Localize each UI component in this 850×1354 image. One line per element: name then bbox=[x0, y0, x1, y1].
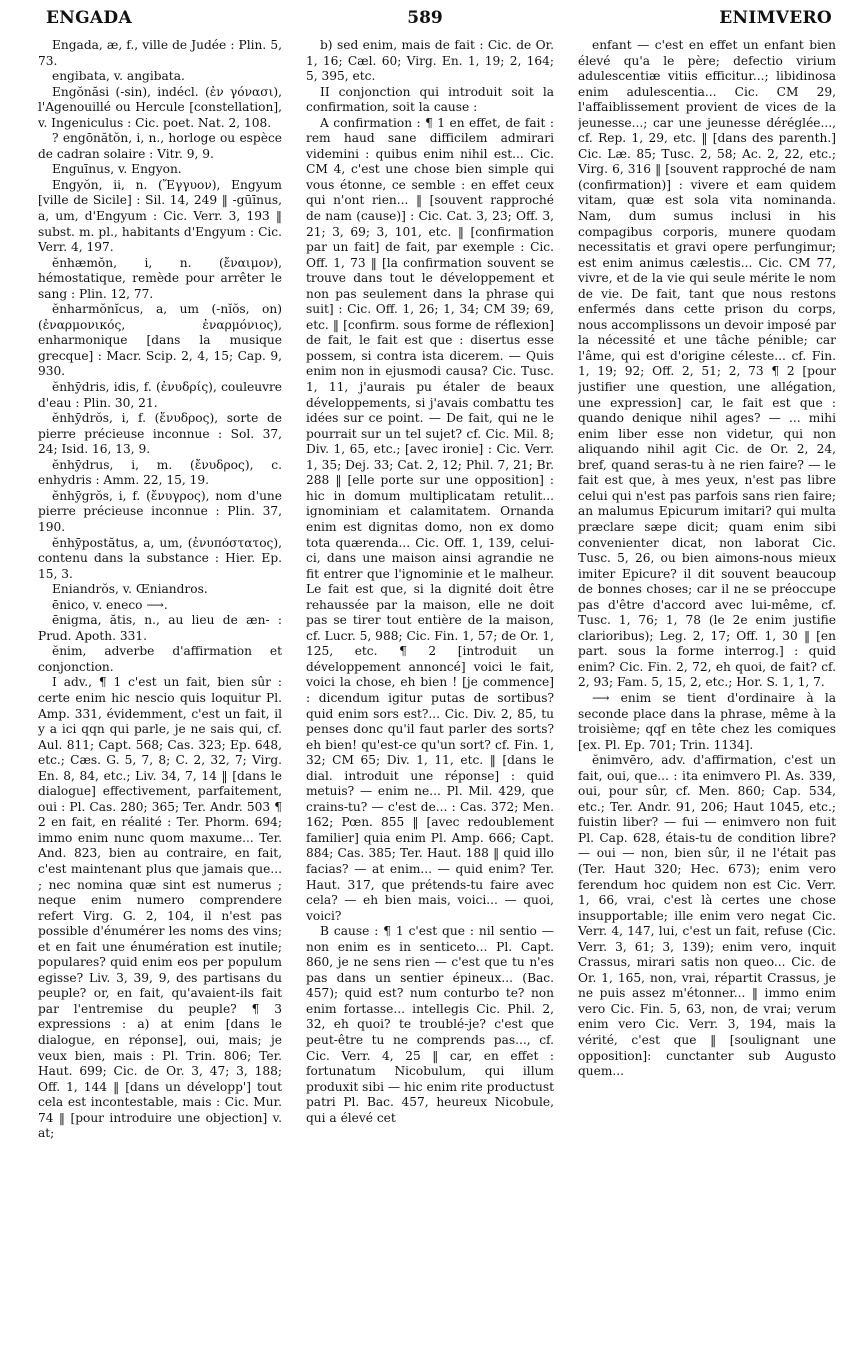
dictionary-entry: ⟶ enim se tient d'ordinaire à la seconde place dans la phrase, même à la troisième; qqf en tête chez les comiques [ex. Pl. Ep. 701; Trin. 1134]. bbox=[578, 690, 836, 752]
dictionary-entry: Engŏnăsi (-sin), indécl. (ἐν γόνασι), l'Agenouillé ou Hercule [constellation], v. Ingeniculus : Cic. poet. Nat. 2, 108. bbox=[38, 84, 282, 130]
dictionary-entry: Eniandrŏs, v. Œniandros. bbox=[52, 582, 208, 597]
dictionary-entry: Engada, æ, f., ville de Judée : Plin. 5, 73. bbox=[38, 38, 282, 68]
dictionary-entry: ĕnhȳgrŏs, i, f. (ἔνυγρος), nom d'une pierre précieuse inconnue : Plin. 37, 190. bbox=[38, 488, 282, 534]
dictionary-entry: enfant — c'est en effet un enfant bien élevé qu'a le père; defectio virium adulescentiæ vitiis efficitur...; libidinosa enim adulescentia... Cic. CM 29, l'affaiblissement provient de vices de la jeunesse...; car une jeunesse déréglée..., cf. Rep. 1, 29, etc. ‖ [dans des parenth.] Cic. Læ. 85; Tusc. 2, 58; Ac. 2, 22, etc.; Virg. 6, 316 ‖ [souvent rapproché de nam (confirmation)] : vivere et eam quidem vitam, quæ est sola vita nominanda. Nam, dum sumus inclusi in his compagibus corporis, munere quodam necessitatis et gravi opere perfungimur; est enim animus cælestis... Cic. CM 77, vivre, et de la vie qui seule mérite le nom de vie. De fait, tant que nous restons enfermés dans cette prison du corps, nous accomplissons un devoir imposé par la nécessité et une tâche pénible; car l'âme, qui est d'origine céleste... cf. Fin. 1, 19; 92; Off. 2, 51; 2, 73 ¶ 2 [pour justifier une question, une allégation, une expression] car, le fait est que : quando denique nihil ages? — ... mihi enim liber esse non videtur, qui non aliquando nihil agit Cic. de Or. 2, 24, bref, quand seras-tu à ne rien faire? — le fait est que, à mes yeux, n'est pas libre celui qui n'est pas parfois sans rien faire; an malumus Epicurum imitari? qui multa præclare sæpe dicit; quam enim sibi convenienter dicat, non laborat Cic. Tusc. 5, 26, ou bien aimons-nous mieux imiter Epicure? il dit souvent beaucoup de bonnes choses; car il ne se préoccupe pas d'être d'accord avec lui-même, cf. Tusc. 1, 76; 1, 78 (le 2e enim justifie clarioribus); Leg. 2, 17; Off. 1, 30 ‖ [en part. sous la forme interrog.] : quid enim? Cic. Fin. 2, 72, eh quoi, de fait? cf. 2, 93; Fam. 5, 15, 2, etc.; Hor. S. 1, 1, 7. bbox=[578, 38, 836, 690]
dictionary-entry: ĕnhȳdrus, i, m. (ἔνυδρος), c. enhydris : Amm. 22, 15, 19. bbox=[38, 457, 282, 488]
dictionary-entry: ēnico, v. eneco ⟶. bbox=[52, 597, 168, 612]
page-number: 589 bbox=[407, 8, 443, 28]
running-head-right: ENIMVERO bbox=[719, 8, 832, 28]
dictionary-entry: b) sed enim, mais de fait : Cic. de Or. 1, 16; Cæl. 60; Virg. En. 1, 19; 2, 164; 5, 395, etc. bbox=[306, 38, 554, 84]
page-header bbox=[0, 8, 850, 34]
dictionary-entry: ĕnhȳdris, idis, f. (ἐνυδρίς), couleuvre d'eau : Plin. 30, 21. bbox=[38, 380, 282, 410]
running-head-left: ENGADA bbox=[46, 8, 132, 28]
dictionary-entry: ĕnharmŏnĭcus, a, um (-nĭŏs, on) (ἐναρμονικός, ἐναρμόνιος), enharmonique [dans la musique grecque] : Macr. Scip. 2, 4, 15; Cap. 9, 930. bbox=[38, 302, 282, 379]
dictionary-entry: A confirmation : ¶ 1 en effet, de fait : rem haud sane difficilem admirari videmini : quibus enim nihil est... Cic. CM 4, c'est une chose bien simple qui vous étonne, ce semble : en effet ceux qui n'ont rien... ‖ [souvent rapproché de nam (cause)] : Cic. Cat. 3, 23; Off. 3, 21; 3, 69; 3, 101, etc. ‖ [confirmation par un fait] de fait, par exemple : Cic. Off. 1, 73 ‖ [la confirmation souvent se trouve dans tout le développement et non pas seulement dans la phrase qui suit] : Cic. Off. 1, 26; 1, 34; CM 39; 69, etc. ‖ [confirm. sous forme de réflexion] de fait, le fait est que : disertus esse possem, si contra ista dicerem. — Quis enim non in ejusmodi causa? Cic. Tusc. 1, 11, j'aurais pu étaler de beaux développements, si j'avais combattu tes idées sur ce point. — De fait, qui ne le pourrait sur un tel sujet? cf. Cic. Mil. 8; Div. 1, 65, etc.; [avec ironie] : Cic. Verr. 1, 35; Dej. 33; Cat. 2, 12; Phil. 7, 21; Br. 288 ‖ [elle porte sur une opposition] : hic in domum multiplicatam retulit... ignominiam et calamitatem. Ornanda enim est dignitas domo, non ex domo tota quærenda... Cic. Off. 1, 139, celui-ci, dans une maison ainsi agrandie ne fit entrer que l'ignominie et le malheur. Le fait est que, si la dignité doit être rehaussée par la maison, elle ne doit pas se tirer tout entière de la maison, cf. Lucr. 5, 988; Cic. Fin. 1, 57; de Or. 1, 125, etc. ¶ 2 [introduit un développement annoncé] voici le fait, voici la chose, eh bien ! [je commence] : dicendum igitur putas de sortibus? quid enim sors est?... Cic. Div. 2, 85, tu penses donc qu'il faut parler des sorts? eh bien! qu'est-ce qu'un sort? cf. Fin. 1, 32; CM 65; Div. 1, 11, etc. ‖ [dans le dial. introduit une réponse] : quid metuis? — enim ne... Pl. Mil. 429, que crains-tu? — c'est de... : Cas. 372; Men. 162; Pœn. 855 ‖ [avec redoublement familier] quia enim Pl. Amp. 666; Capt. 884; Cas. 385; Ter. Haut. 188 ‖ quid illo facias? — at enim... — quid enim? Ter. Haut. 317, que prétends-tu faire avec cela? — eh bien mais, voici... — quoi, voici? bbox=[306, 115, 554, 923]
column-3 bbox=[578, 38, 836, 1346]
dictionary-entry: engibata, v. angibata. bbox=[52, 69, 185, 84]
dictionary-entry: ? engōnătŏn, i, n., horloge ou espèce de cadran solaire : Vitr. 9, 9. bbox=[38, 131, 282, 161]
dictionary-entry: II conjonction qui introduit soit la confirmation, soit la cause : bbox=[306, 84, 554, 115]
column-1 bbox=[38, 38, 282, 1346]
dictionary-entry: ĕnimvēro, adv. d'affirmation, c'est un fait, oui, que... : ita enimvero Pl. As. 339, oui, pour sûr, cf. Men. 860; Cap. 534, etc.; Ter. Andr. 91, 206; Haut 1045, etc.; fuistin liber? — fui — enimvero non fuit Pl. Cap. 628, étais-tu de condition libre? — oui — non, bien sûr, il ne l'était pas (Ter. Haut 320; Hec. 673); enim vero ferendum hoc quidem non est Cic. Verr. 1, 66, vrai, c'est là certes une chose insupportable; ille enim vero negat Cic. Verr. 4, 147, lui, c'est un fait, refuse (Cic. Verr. 3, 61; 3, 139); enim vero, inquit Crassus, mirari satis non queo... Cic. de Or. 1, 165, non, vrai, répartit Crassus, je ne puis assez m'étonner... ‖ immo enim vero Cic. Fin. 5, 63, non, de vrai; verum enim vero Cic. Verr. 3, 194, mais la vérité, c'est que ‖ [soulignant une opposition]: cunctanter sub Augusto quem... bbox=[578, 753, 836, 1079]
dictionary-entry: ĕnim, adverbe d'affirmation et conjonction. bbox=[38, 644, 282, 674]
column-2 bbox=[306, 38, 554, 1346]
dictionary-entry: B cause : ¶ 1 c'est que : nil sentio — non enim es in senticeto... Pl. Capt. 860, je ne sens rien — c'est que tu n'es pas dans un sentier épineux... (Bac. 457); quid est? num conturbo te? non enim fortasse... intellegis Cic. Phil. 2, 32, eh quoi? te troublé-je? c'est que peut-être tu ne comprends pas..., cf. Cic. Verr. 4, 25 ‖ car, en effet : fortunatum Nicobulum, qui illum produxit sibi — hic enim rite productust patri Pl. Bac. 457, heureux Nicobule, qui a élevé cet bbox=[306, 924, 554, 1125]
dictionary-entry: Enguīnus, v. Engyon. bbox=[52, 162, 182, 177]
dictionary-entry: ĕnhȳpostătus, a, um, (ἐνυπόστατος), contenu dans la substance : Hier. Ep. 15, 3. bbox=[38, 535, 282, 581]
dictionary-entry: ĕnhȳdrŏs, i, f. (ἔνυδρος), sorte de pierre précieuse inconnue : Sol. 37, 24; Isid. 16, 13, 9. bbox=[38, 411, 282, 457]
dictionary-entry: ēnigma, ătis, n., au lieu de æn- : Prud. Apoth. 331. bbox=[38, 613, 282, 643]
dictionary-entry: I adv., ¶ 1 c'est un fait, bien sûr : certe enim hic nescio quis loquitur Pl. Amp. 331, évidemment, c'est un fait, il y a ici qqn qui parle, je ne sais qui, cf. Aul. 811; Capt. 568; Cas. 323; Ep. 648, etc.; Cæs. G. 5, 7, 8; C. 2, 32, 7; Virg. En. 8, 84, etc.; Liv. 34, 7, 14 ‖ [dans le dialogue] effectivement, parfaitement, oui : Pl. Cas. 280; 365; Ter. Andr. 503 ¶ 2 en fait, en réalité : Ter. Phorm. 694; immo enim nunc quom maxume... Ter. And. 823, bien au contraire, en fait, c'est maintenant plus que jamais que... ; nec nomina quæ sint est numerus ; neque enim numero comprendere refert Virg. G. 2, 104, il n'est pas possible d'énumérer les noms des vins; et en fait une énumération est inutile; populares? quid enim eos per populum egisse? Liv. 3, 39, 9, des partisans du peuple? or, en fait, qu'avaient-ils fait par l'entremise du peuple? ¶ 3 expressions : a) at enim [dans le dialogue, en réponse], oui, mais; je veux bien, mais : Pl. Trin. 806; Ter. Haut. 699; Cic. de Or. 3, 47; 3, 188; Off. 1, 144 ‖ [dans un développ'] tout cela est incontestable, mais : Cic. Mur. 74 ‖ [pour introduire une objection] v. at; bbox=[38, 675, 282, 1141]
dictionary-entry: Engyŏn, ii, n. (Ἔγγυον), Engyum [ville de Sicile] : Sil. 14, 249 ‖ -gūīnus, a, um, d'Engyum : Cic. Verr. 3, 193 ‖ subst. m. pl., habitants d'Engyum : Cic. Verr. 4, 197. bbox=[38, 177, 282, 255]
dictionary-entry: ĕnhæmŏn, i, n. (ἔναιμον), hémostatique, remède pour arrêter le sang : Plin. 12, 77. bbox=[38, 255, 282, 301]
